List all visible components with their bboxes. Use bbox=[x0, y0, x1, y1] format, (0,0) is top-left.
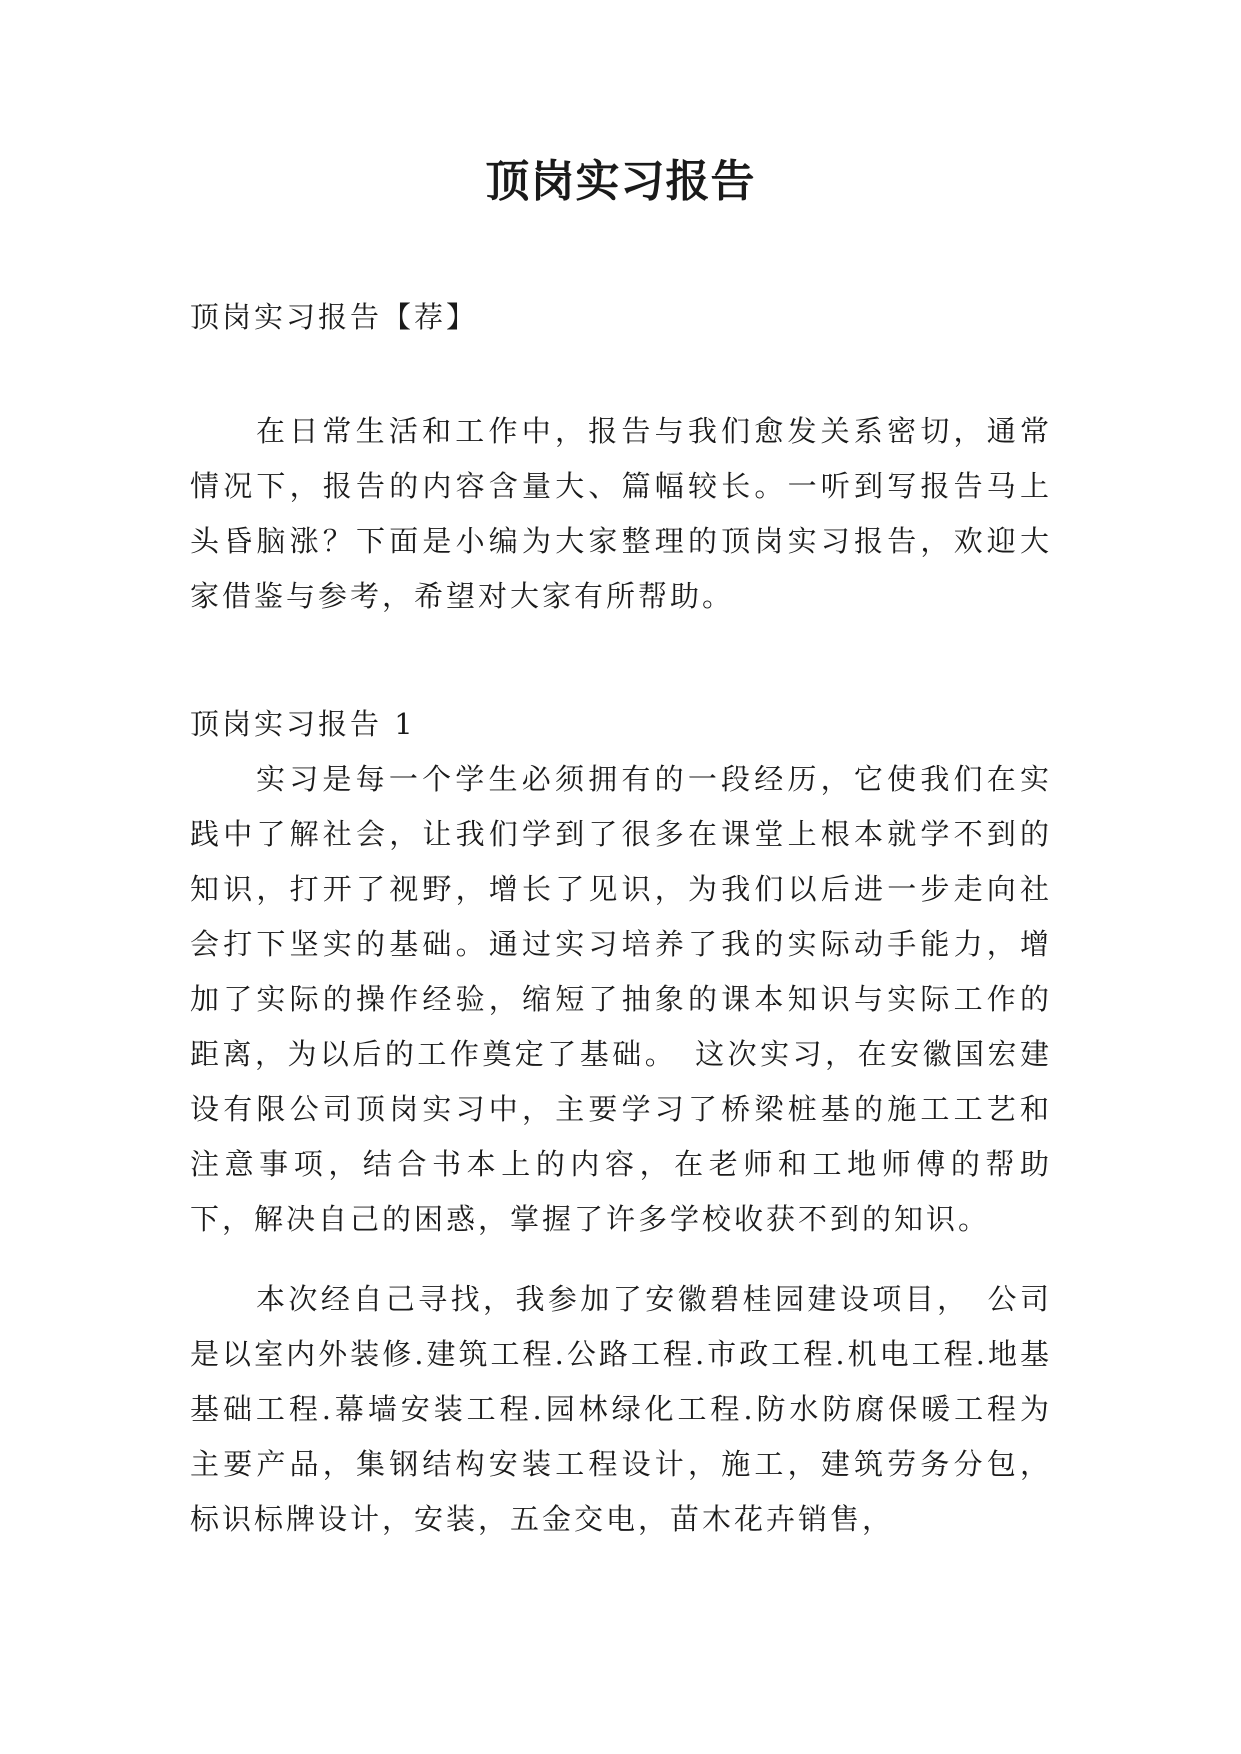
section-heading-text: 顶岗实习报告 1 bbox=[190, 707, 416, 741]
subtitle-text: 顶岗实习报告【荐】 bbox=[190, 300, 479, 334]
body-paragraph-1-text: 实习是每一个学生必须拥有的一段经历，它使我们在实践中了解社会，让我们学到了很多在课堂上根本就学不到的知识，打开了视野，增长了见识，为我们以后进一步走向社会打下坚实的基础。通过实习培养了我的实际动手能力，增加了实际的操作经验，缩短了抽象的课本知识与实际工作的距离，为以后的工作奠定了基础。 这次实习，在安徽国宏建设有限公司顶岗实习中，主要学习了桥梁桩基的施工工艺和注意事项，结合书本上的内容，在老师和工地师傅的帮助下，解决自己的困惑，掌握了许多学校收获不到的知识。 bbox=[190, 762, 1052, 1236]
body-paragraph-1 bbox=[190, 752, 1052, 1247]
document-subtitle bbox=[190, 290, 1052, 345]
body-paragraph-2-text: 本次经自己寻找，我参加了安徽碧桂园建设项目， 公司是以室内外装修.建筑工程.公路工程.市政工程.机电工程.地基基础工程.幕墙安装工程.园林绿化工程.防水防腐保暖工程为主要产品，集钢结构安装工程设计，施工，建筑劳务分包，标识标牌设计，安装，五金交电，苗木花卉销售， bbox=[190, 1282, 1052, 1536]
intro-paragraph bbox=[190, 404, 1052, 624]
document-title: 顶岗实习报告 bbox=[485, 156, 756, 207]
body-paragraph-2 bbox=[190, 1272, 1052, 1547]
intro-text: 在日常生活和工作中，报告与我们愈发关系密切，通常情况下，报告的内容含量大、篇幅较长。一听到写报告马上头昏脑涨？下面是小编为大家整理的顶岗实习报告，欢迎大家借鉴与参考，希望对大家有所帮助。 bbox=[190, 414, 1052, 613]
section-heading bbox=[190, 697, 1052, 752]
